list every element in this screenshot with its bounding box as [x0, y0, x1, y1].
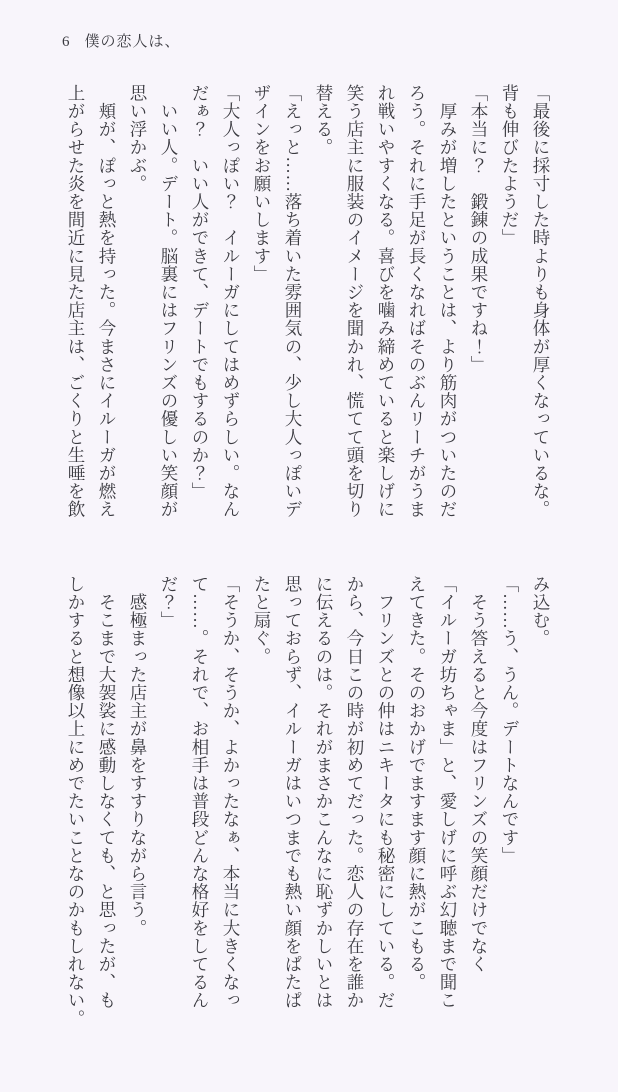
text-line: たと扇ぐ。 [252, 575, 272, 666]
text-line: しかすると想像以上にめでたいことなのかもしれない。 [66, 575, 86, 1028]
text-line: 「イルーガ坊ちゃま」と、愛しげに呼ぶ幻聴まで聞こ [438, 575, 458, 1010]
text-line: 上がらせた炎を間近に見た店主は、ごくりと生唾を飲 [66, 84, 86, 519]
text-line: 「大人っぽい？ イルーガにしてはめずらしい。なん [221, 84, 241, 519]
text-line: 「そうか、そうか、よかったなぁ、本当に大きくなっ [221, 575, 241, 1010]
text-line: 思い浮かぶ。 [128, 84, 148, 193]
text-line: だ？」 [159, 575, 179, 630]
text-line: 背も伸びたようだ」 [500, 84, 520, 247]
text-line: 感極まった店主が鼻をすすりながら言う。 [128, 575, 148, 937]
text-block-top [60, 84, 556, 539]
text-line: 「えっと……落ち着いた雰囲気の、少し大人っぽいデ [283, 84, 303, 519]
text-line: ろう。それに手足が長くなればそのぶんリーチがうま [407, 84, 427, 519]
text-line: 「本当に？ 鍛錬の成果ですね！」 [469, 84, 489, 374]
text-line: そう答えると今度はフリンズの笑顔だけでなく [469, 575, 489, 974]
text-line: み込む。 [531, 575, 551, 648]
text-line: えてきた。そのおかげでますます顔に熱がこもる。 [407, 575, 427, 992]
page-number: 6 [62, 34, 71, 50]
text-line: 替える。 [314, 84, 334, 157]
running-title: 僕の恋人は、 [84, 34, 181, 50]
text-line: ザインをお願いします」 [252, 84, 272, 284]
text-line: て……。それで、お相手は普段どんな格好をしてるん [190, 575, 210, 1010]
text-line: 思っておらず、イルーガはいつまでも熱い顔をぱたぱ [283, 575, 303, 1010]
text-line: 頬が、ぽっと熱を持った。今まさにイルーガが燃え [97, 84, 117, 519]
text-line: から、今日この時が初めてだった。恋人の存在を誰か [345, 575, 365, 1010]
text-line: 笑う店主に服装のイメージを聞かれ、慌てて頭を切り [345, 84, 365, 519]
text-line: 厚みが増したということは、より筋肉がついたのだ [438, 84, 458, 519]
text-line: フリンズとの仲はニキータにも秘密にしている。だ [376, 575, 396, 1010]
page-header [62, 30, 181, 51]
text-line: 「最後に採寸した時よりも身体が厚くなっているな。 [531, 84, 551, 519]
text-block-bottom [60, 575, 556, 1040]
text-line: に伝えるのは。それがまさかこんなに恥ずかしいとは [314, 575, 334, 1010]
text-line: いい人。デート。脳裏にはフリンズの優しい笑顔が [159, 84, 179, 519]
text-line: そこまで大袈裟に感動しなくても、と思ったが、も [97, 575, 117, 1010]
text-line: れ戦いやすくなる。喜びを噛み締めていると楽しげに [376, 84, 396, 519]
text-line: 「……う、うん。デートなんです」 [500, 575, 520, 865]
text-line: だぁ？ いい人ができて、デートでもするのか？」 [190, 84, 210, 501]
